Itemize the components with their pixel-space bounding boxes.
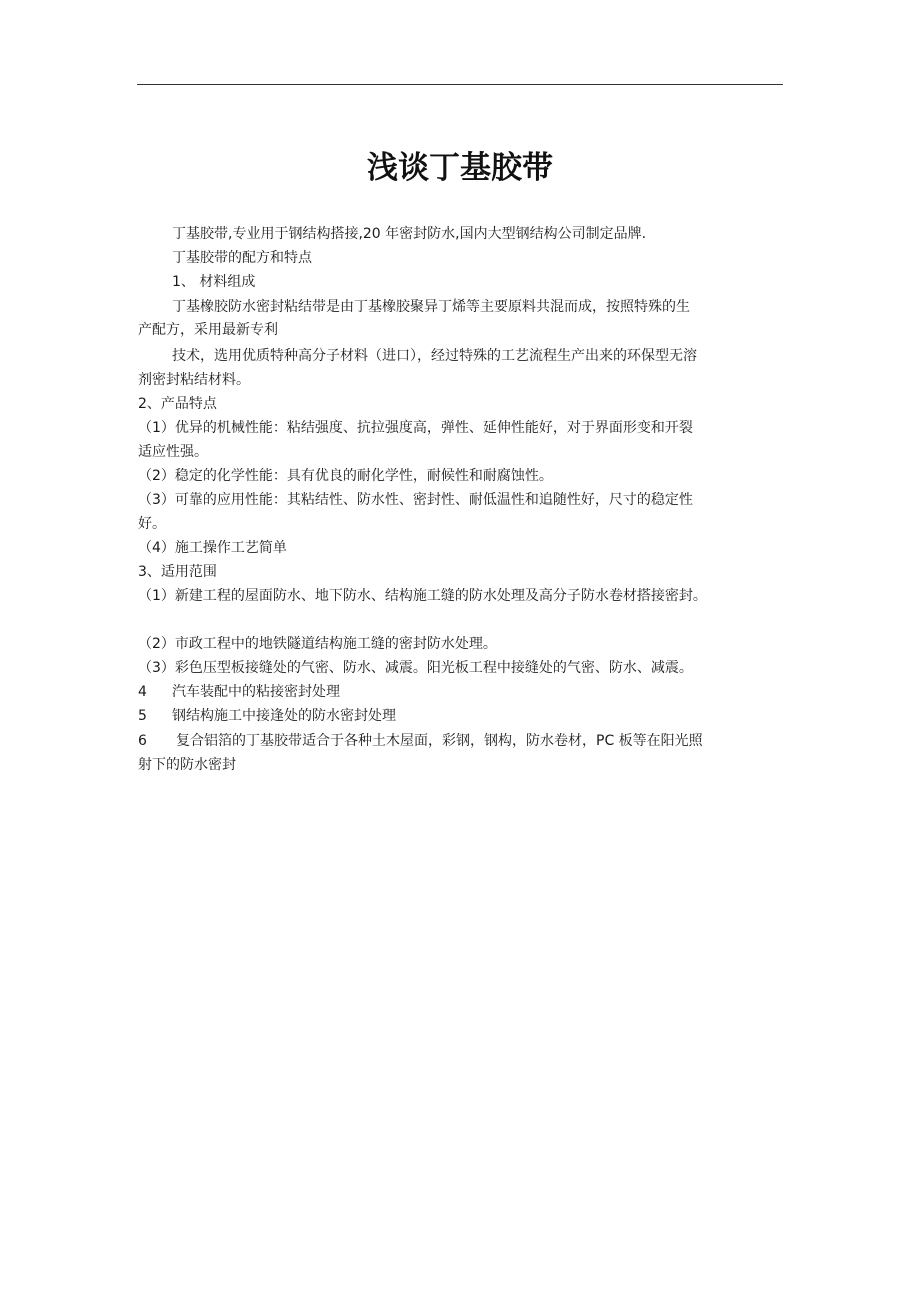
section2-item3-line1: （3）可靠的应用性能：其粘结性、防水性、密封性、耐低温性和追随性好，尺寸的稳定性 xyxy=(138,492,693,508)
section3-item3: （3）彩色压型板接缝处的气密、防水、减震。阳光板工程中接缝处的气密、防水、减震。 xyxy=(138,660,693,676)
section3-item1: （1）新建工程的屋面防水、地下防水、结构施工缝的防水处理及高分子防水卷材搭接密封。 xyxy=(138,588,707,604)
intro-line-1: 丁基胶带,专业用于钢结构搭接,20 年密封防水,国内大型钢结构公司制定品牌. xyxy=(172,226,647,242)
numbered-item-number: 6 xyxy=(138,733,147,749)
numbered-item-6 xyxy=(138,729,703,753)
section3-heading: 3、适用范围 xyxy=(138,564,217,580)
section2-item2: （2）稳定的化学性能：具有优良的耐化学性，耐候性和耐腐蚀性。 xyxy=(138,468,553,484)
section3-item2: （2）市政工程中的地铁隧道结构施工缝的密封防水处理。 xyxy=(138,636,497,652)
section1-paragraph1-line1: 丁基橡胶防水密封粘结带是由丁基橡胶聚异丁烯等主要原料共混而成，按照特殊的生 xyxy=(172,299,690,315)
section2-item4: （4）施工操作工艺简单 xyxy=(138,540,287,556)
section1-paragraph1-line2: 产配方，采用最新专利 xyxy=(138,322,278,338)
section2-item3-line2: 好。 xyxy=(138,516,166,532)
numbered-item-6-continuation: 射下的防水密封 xyxy=(138,757,236,773)
numbered-item-number: 5 xyxy=(138,708,147,724)
numbered-item-text: 复合铝箔的丁基胶带适合于各种土木屋面，彩钢，钢构，防水卷材，PC 板等在阳光照 xyxy=(176,733,703,749)
numbered-item-text: 汽车装配中的粘接密封处理 xyxy=(172,684,340,700)
page-title: 浅谈丁基胶带 xyxy=(367,150,553,186)
section1-paragraph2-line1: 技术，选用优质特种高分子材料（进口），经过特殊的工艺流程生产出来的环保型无溶 xyxy=(172,348,697,364)
numbered-item-text: 钢结构施工中接逢处的防水密封处理 xyxy=(172,708,396,724)
section2-heading: 2、产品特点 xyxy=(138,396,217,412)
section1-paragraph2-line2: 剂密封粘结材料。 xyxy=(138,372,250,388)
header-rule xyxy=(137,84,783,85)
numbered-item-4 xyxy=(138,680,340,704)
numbered-item-5 xyxy=(138,704,396,728)
intro-line-2: 丁基胶带的配方和特点 xyxy=(172,250,312,266)
numbered-item-number: 4 xyxy=(138,684,147,700)
section1-heading: 1、 材料组成 xyxy=(172,274,256,290)
section2-item1-line1: （1）优异的机械性能：粘结强度、抗拉强度高，弹性、延伸性能好，对于界面形变和开裂 xyxy=(138,420,693,436)
section2-item1-line2: 适应性强。 xyxy=(138,444,208,460)
